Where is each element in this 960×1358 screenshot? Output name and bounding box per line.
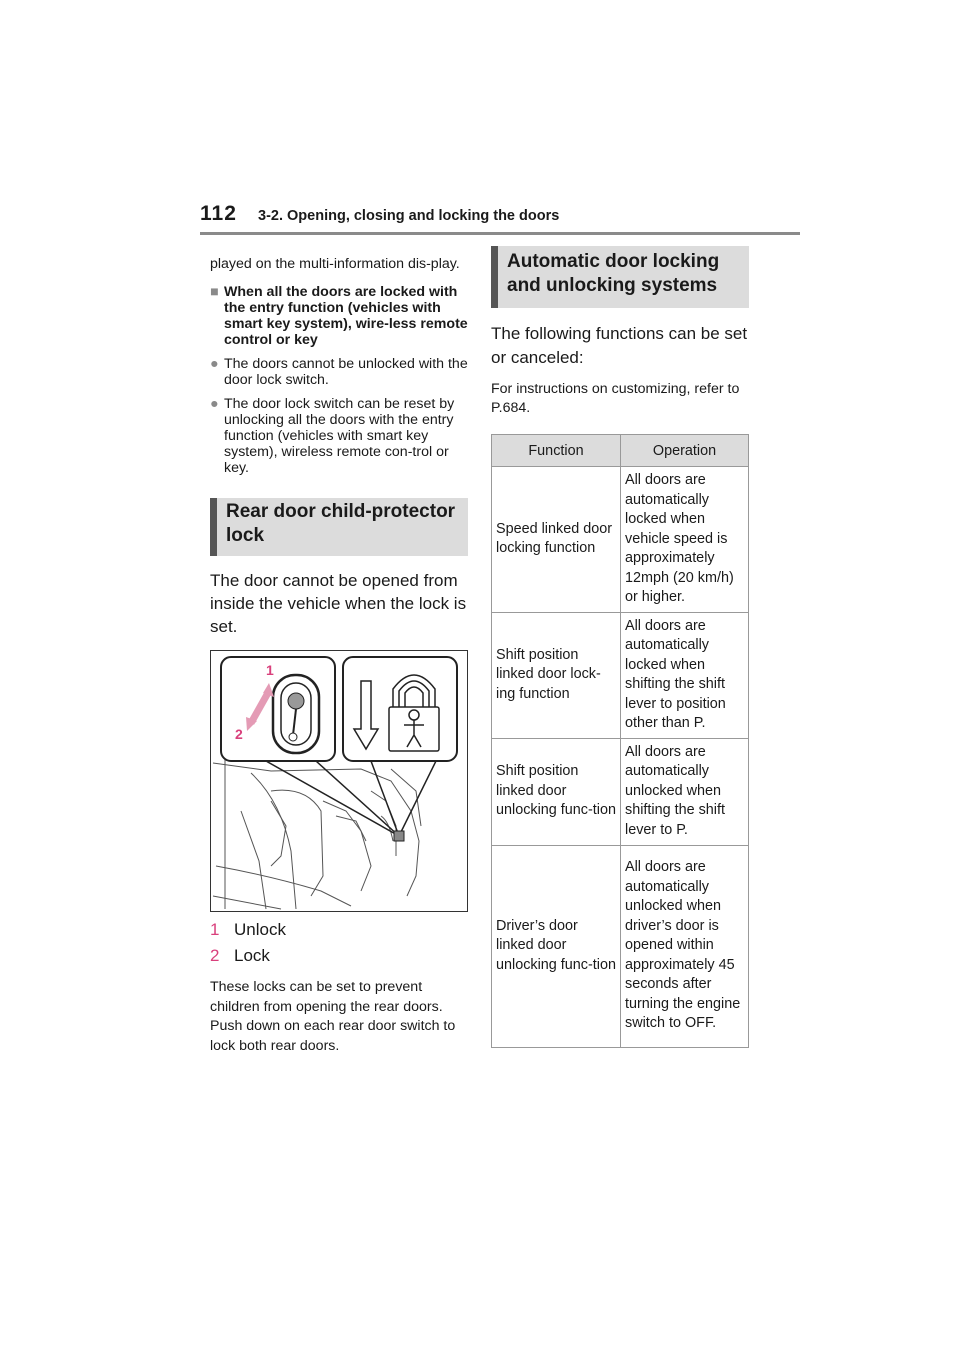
legend	[210, 918, 468, 968]
legend-number: 2	[210, 946, 220, 965]
table-row	[492, 845, 749, 1047]
table-row	[492, 467, 749, 613]
page-number: 112	[200, 202, 237, 225]
circle-bullet-icon: ●	[210, 396, 219, 412]
function-cell: Shift position linked door unlocking func-tion	[492, 738, 621, 845]
left-column	[210, 256, 468, 1056]
child-lock-illustration	[211, 651, 467, 911]
function-cell: Driver’s door linked door unlocking func-tion	[492, 845, 621, 1047]
instructions-text: For instructions on customizing, refer to P.684.	[491, 381, 740, 416]
column-header-function: Function	[492, 435, 621, 467]
legend-number: 1	[210, 920, 220, 939]
function-cell: Shift position linked door lock-ing function	[492, 612, 621, 738]
section-heading-auto-lock: Automatic door locking and unlocking systems	[491, 246, 749, 308]
subheading-text: When all the doors are locked with the entry function (vehicles with smart key system), wire-less remote control or key	[224, 284, 468, 348]
lead-text: The following functions can be set or canceled:	[491, 324, 748, 367]
legend-label: Unlock	[234, 920, 286, 939]
bullet-item	[210, 396, 468, 476]
square-bullet-icon: ■	[210, 284, 219, 300]
table-row	[492, 738, 749, 845]
bullet-item	[210, 356, 468, 388]
continued-text: played on the multi-information dis-play.	[210, 256, 460, 272]
bullet-text: The doors cannot be unlocked with the door lock switch.	[224, 356, 468, 388]
table-header-row	[492, 435, 749, 467]
operation-cell: All doors are automatically locked when shifting the shift lever to position other than P.	[621, 612, 749, 738]
legend-label: Lock	[234, 946, 270, 965]
operation-cell: All doors are automatically unlocked when driver’s door is opened within approximately 45 seconds after turning the engine switch to OFF.	[621, 845, 749, 1047]
figure-label-1: 1	[266, 662, 274, 678]
figure-label-2: 2	[235, 726, 243, 742]
bullet-text: The door lock switch can be reset by unlocking all the doors with the entry function (vehicles with smart key system), wireless remote con-trol or key.	[224, 396, 455, 476]
operation-cell: All doors are automatically unlocked when shifting the shift lever to P.	[621, 738, 749, 845]
child-lock-figure	[210, 650, 468, 912]
subheading	[210, 284, 468, 348]
note-text: These locks can be set to prevent children from opening the rear doors. Push down on each rear door switch to lock both rear doors.	[210, 979, 456, 1054]
functions-table	[491, 434, 749, 1048]
section-heading-child-lock: Rear door child-protector lock	[210, 498, 468, 556]
header-rule	[200, 232, 800, 235]
lead-text: The door cannot be opened from inside the vehicle when the lock is set.	[210, 571, 467, 636]
column-header-operation: Operation	[621, 435, 749, 467]
function-cell: Speed linked door locking function	[492, 467, 621, 613]
page-header	[200, 200, 800, 236]
legend-item	[210, 918, 468, 942]
circle-bullet-icon: ●	[210, 356, 219, 372]
operation-cell: All doors are automatically locked when vehicle speed is approximately 12mph (20 km/h) or higher.	[621, 467, 749, 613]
table-row	[492, 612, 749, 738]
legend-item	[210, 944, 468, 968]
section-title: 3-2. Opening, closing and locking the doors	[258, 208, 560, 224]
right-column	[491, 251, 749, 1048]
